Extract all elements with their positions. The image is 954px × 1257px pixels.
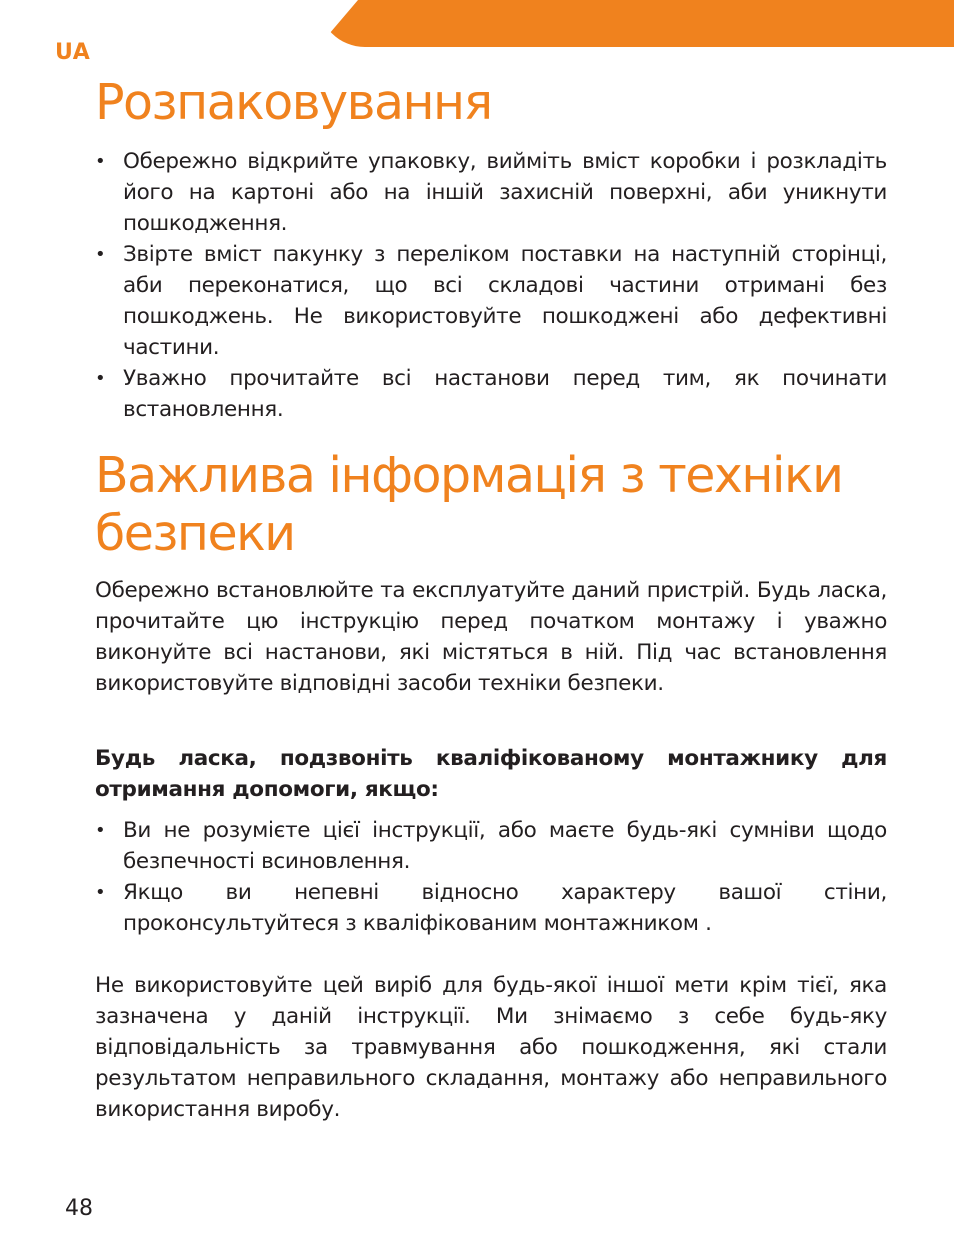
list-item: [95, 363, 887, 425]
bullet-icon: •: [95, 244, 106, 265]
list-item-text: Звірте вміст пакунку з переліком поставки на наступній сторінці, аби переконатися, що всі складові частини отримані без пошкоджень. Не використовуйте пошкоджені або дефективні частини.: [123, 242, 887, 360]
bullet-icon: •: [95, 151, 106, 172]
safety-intro-paragraph: Обережно встановлюйте та експлуатуйте даний пристрій. Будь ласка, прочитайте цю інструкцію перед початком монтажу і уважно виконуйте всі настанови, які містяться в ній. Під час встановлення використовуйте відповідні засоби техніки безпеки.: [95, 578, 887, 696]
list-item-text: Обережно відкрийте упаковку, вийміть вміст коробки і розкладіть його на картоні або на іншій захисній поверхні, аби уникнути пошкодження.: [123, 149, 887, 236]
list-item-text: Якщо ви непевні відносно характеру вашої стіни, проконсультуйтеся з кваліфікованим монтажником .: [123, 880, 887, 936]
page-number: 48: [65, 1196, 93, 1221]
list-item: [95, 239, 887, 363]
header-accent-bar-edge: [318, 0, 358, 47]
unpacking-list: [95, 146, 887, 425]
section-title-safety-line1: Важлива інформація з техніки: [95, 447, 843, 504]
section-title-unpacking: Розпаковування: [95, 74, 492, 131]
list-item-text: Уважно прочитайте всі настанови перед тим, як починати встановлення.: [123, 366, 887, 422]
safety-list: [95, 815, 887, 939]
header-accent-bar: [318, 0, 954, 47]
section-title-safety-line2: безпеки: [95, 505, 295, 562]
safety-bold-note: Будь ласка, подзвоніть кваліфікованому монтажнику для отримання допомоги, якщо:: [95, 746, 887, 802]
list-item: [95, 815, 887, 877]
section-title-safety: [95, 447, 887, 563]
language-label: UA: [55, 40, 91, 65]
closing-paragraph: Не використовуйте цей виріб для будь-якої іншої мети крім тієї, яка зазначена у даній інструкції. Ми знімаємо з себе будь-яку відповідальність за травмування або пошкодження, які стали результатом неправильного складання, монтажу або неправильного використання виробу.: [95, 973, 887, 1122]
list-item-text: Ви не розумієте цієї інструкції, або маєте будь-які сумніви щодо безпечності всиновлення.: [123, 818, 887, 874]
list-item: [95, 146, 887, 239]
bullet-icon: •: [95, 820, 106, 841]
bullet-icon: •: [95, 368, 106, 389]
bullet-icon: •: [95, 882, 106, 903]
page-content: [95, 70, 887, 1125]
list-item: [95, 877, 887, 939]
